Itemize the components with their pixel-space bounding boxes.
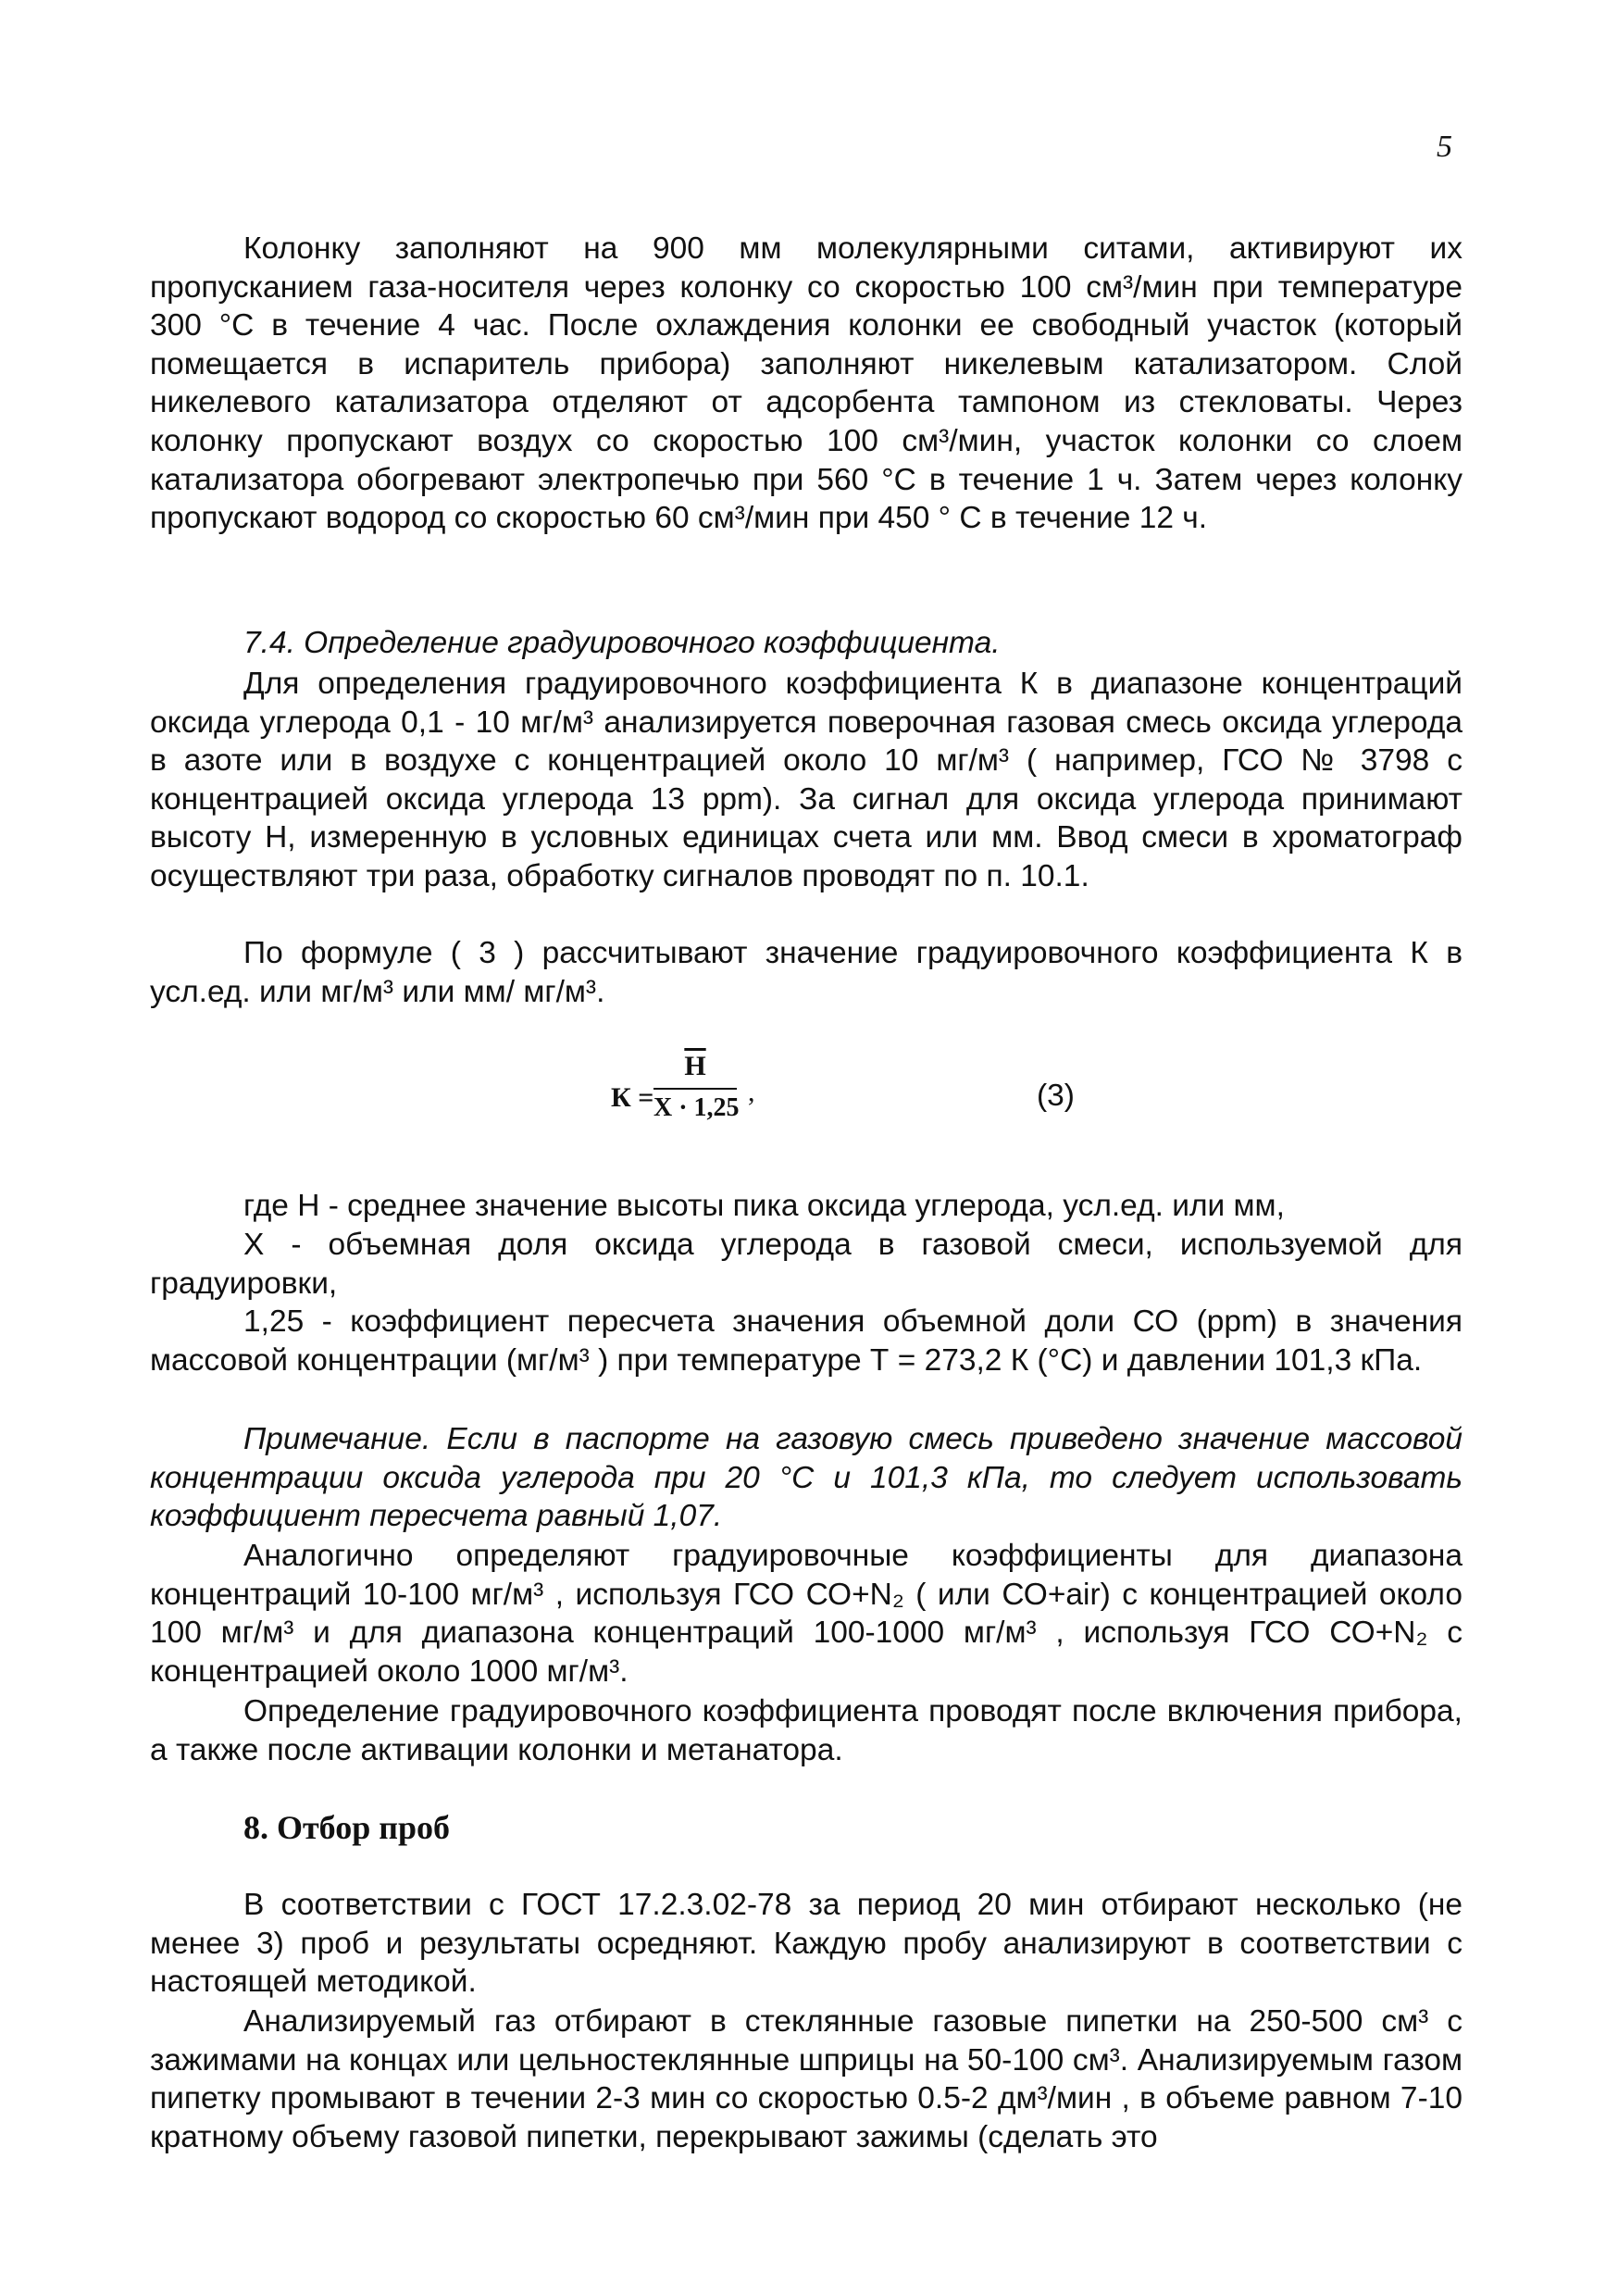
note-paragraph: Примечание. Если в паспорте на газовую смесь приведено значение массовой концентрации оксида углерода при 20 °С и 101,3 кПа, то следует использовать коэффициент пересчета равный 1,07. [150,1422,1462,1534]
formula-number: (3) [1037,1079,1075,1113]
formula-comma: , [748,1077,755,1107]
formula-3 [611,1051,1129,1153]
paragraph-calibration: Для определения градуировочного коэффициента К в диапазоне концентраций оксида углерода 0,1 - 10 мг/м³ анализируется поверочная газовая смесь оксида углерода в азоте или в воздухе с концентрацией около 10 мг/м³ ( например, ГСО № 3798 с концентрацией оксида углерода 13 ppm). За сигнал для оксида углерода принимают высоту Н, измеренную в условных единицах счета или мм. Ввод смеси в хроматограф осуществляют три раза, обработку сигналов проводят по п. 10.1. [150,667,1462,893]
where-h-definition: где H - среднее значение высоты пика оксида углерода, усл.ед. или мм, [243,1189,1285,1223]
formula-numerator: $\overline{H}$ [684,1051,706,1081]
formula-fraction-bar [653,1088,737,1090]
where-1-25-definition: 1,25 - коэффициент пересчета значения объемной доли СО (ppm) в значения массовой концентрации (мг/м³ ) при температуре Т = 273,2 К (°С) и давлении 101,3 кПа. [150,1304,1462,1378]
where-x-definition: Х - объемная доля оксида углерода в газовой смеси, используемой для градуировки, [150,1228,1462,1301]
formula-denominator: X · 1,25 [653,1093,740,1122]
paragraph-column-preparation: Колонку заполняют на 900 мм молекулярными ситами, активируют их пропусканием газа-носителя через колонку со скоростью 100 см³/мин при температуре 300 °С в течение 4 час. После охлаждения колонки ее свободный участок (который помещается в испаритель прибора) заполняют никелевым катализатором. Слой никелевого катализатора отделяют от адсорбента тампоном из стекловаты. Через колонку пропускают воздух со скоростью 100 см³/мин, участок колонки со слоем катализатора обогревают электропечью при 560 °С в течение 1 ч. Затем через колонку пропускают водород со скоростью 60 см³/мин при 450 ° С в течение 12 ч. [150,231,1462,536]
paragraph-sampling-standard: В соответствии с ГОСТ 17.2.3.02-78 за период 20 мин отбирают несколько (не менее 3) проб и результаты осредняют. Каждую пробу анализируют в соответствии с настоящей методикой. [150,1888,1462,2000]
section-heading-7-4: 7.4. Определение градуировочного коэффициента. [243,626,1001,660]
formula-lhs: К = [611,1082,654,1113]
section-heading-8: 8. Отбор проб [243,1809,450,1846]
paragraph-calibration-timing: Определение градуировочного коэффициента проводят после включения прибора, а также после активации колонки и метанатора. [150,1694,1462,1767]
paragraph-analogous-calibration: Аналогично определяют градуировочные коэффициенты для диапазона концентраций 10-100 мг/м³ , используя ГСО СО+N₂ ( или СО+air) с концентрацией около 100 мг/м³ и для диапазона концентраций 100-1000 мг/м³ , используя ГСО СО+N₂ с концентрацией около 1000 мг/м³. [150,1539,1462,1689]
paragraph-sampling-procedure: Анализируемый газ отбирают в стеклянные газовые пипетки на 250-500 см³ с зажимами на концах или цельностеклянные шприцы на 50-100 см³. Анализируемым газом пипетку промывают в течении 2-3 мин со скоростью 0.5-2 дм³/мин , в объеме равном 7-10 кратному объему газовой пипетки, перекрывают зажимы (сделать это [150,2004,1462,2154]
paragraph-formula-intro: По формуле ( 3 ) рассчитывают значение градуировочного коэффициента К в усл.ед. или мг/м³ или мм/ мг/м³. [150,936,1462,1009]
page-number: 5 [1437,130,1452,164]
